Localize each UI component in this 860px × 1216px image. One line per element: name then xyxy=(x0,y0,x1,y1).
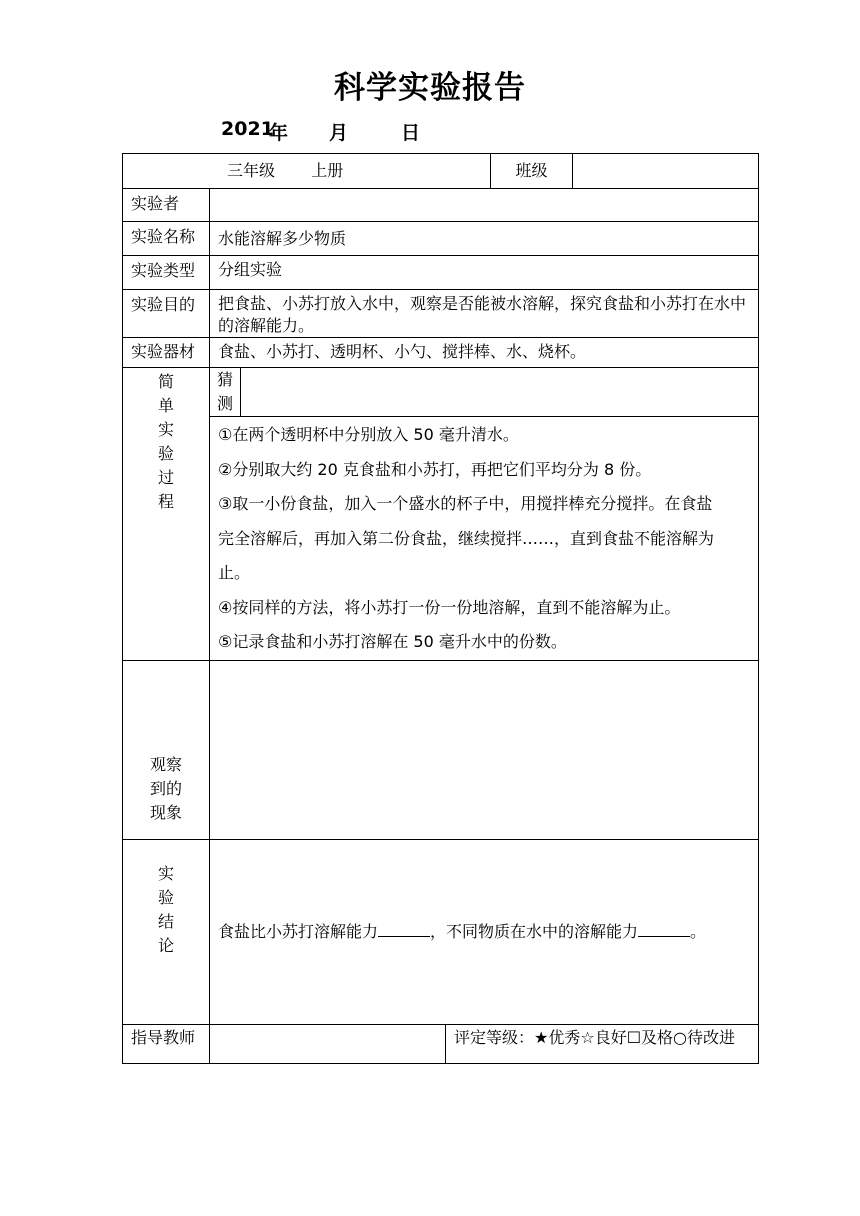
grade-cell xyxy=(123,154,491,189)
experimenter-value xyxy=(210,189,759,222)
conclusion-label-char: 结 xyxy=(157,911,174,931)
name-row xyxy=(123,222,759,256)
guess-label-char: 猜 xyxy=(216,370,233,389)
conclusion-value xyxy=(210,839,759,1024)
process-label-char: 程 xyxy=(157,492,174,511)
purpose-label: 实验目的 xyxy=(123,290,210,338)
process-label-char: 实 xyxy=(157,420,174,439)
name-value: 水能溶解多少物质 xyxy=(210,222,759,256)
report-table xyxy=(122,153,759,1064)
process-label-char: 验 xyxy=(157,444,174,463)
date-day: 日 xyxy=(401,122,421,144)
class-label: 班级 xyxy=(491,154,573,189)
observation-label-line: 现象 xyxy=(149,802,182,822)
observation-row xyxy=(123,660,759,839)
conclusion-label xyxy=(123,839,210,1024)
observation-label xyxy=(123,660,210,839)
date-year: 2021 xyxy=(221,118,274,140)
step-line: ①在两个透明杯中分别放入 50 毫升清水。 xyxy=(218,425,519,444)
type-value: 分组实验 xyxy=(210,256,759,290)
observation-label-line: 观察 xyxy=(149,754,182,774)
guess-label-char: 测 xyxy=(216,394,233,413)
conclusion-text-1: 食盐比小苏打溶解能力 xyxy=(218,921,379,941)
step-line: ②分别取大约 20 克食盐和小苏打，再把它们平均分为 8 份。 xyxy=(218,459,652,479)
volume-text: 上册 xyxy=(311,161,344,180)
class-value-cell xyxy=(573,154,759,189)
step-line: 止。 xyxy=(218,563,251,582)
observation-label-line: 到的 xyxy=(149,778,182,798)
step-line: ⑤记录食盐和小苏打溶解在 50 毫升水中的份数。 xyxy=(218,632,567,651)
teacher-label: 指导教师 xyxy=(123,1024,210,1063)
process-label xyxy=(123,368,210,661)
type-label: 实验类型 xyxy=(123,256,210,290)
type-row xyxy=(123,256,759,290)
date-year-suffix: 年 xyxy=(269,122,289,144)
steps-row xyxy=(123,417,759,661)
conclusion-label-char: 验 xyxy=(157,887,174,907)
guess-value xyxy=(241,368,759,417)
conclusion-blank-2[interactable] xyxy=(638,922,690,937)
name-label: 实验名称 xyxy=(123,222,210,256)
teacher-value xyxy=(210,1024,446,1063)
experimenter-label: 实验者 xyxy=(123,189,210,222)
step-line: ③取一小份食盐，加入一个盛水的杯子中，用搅拌棒充分搅拌。在食盐 xyxy=(218,494,713,513)
materials-label: 实验器材 xyxy=(123,338,210,368)
footer-row xyxy=(123,1024,759,1063)
materials-row xyxy=(123,338,759,368)
step-line: ④按同样的方法，将小苏打一份一份地溶解，直到不能溶解为止。 xyxy=(218,597,681,617)
rating-text: 评定等级：★优秀☆良好☐及格○待改进 xyxy=(446,1024,759,1063)
materials-value: 食盐、小苏打、透明杯、小勺、搅拌棒、水、烧杯。 xyxy=(210,338,759,368)
guess-row xyxy=(123,368,759,417)
process-label-char: 简 xyxy=(157,372,174,391)
conclusion-row xyxy=(123,839,759,1024)
steps-cell xyxy=(210,417,759,661)
conclusion-text-2: ，不同物质在水中的溶解能力 xyxy=(430,921,639,941)
purpose-row xyxy=(123,290,759,338)
step-line: 完全溶解后，再加入第二份食盐，继续搅拌……，直到食盐不能溶解为 xyxy=(218,528,715,548)
guess-label xyxy=(210,368,241,417)
conclusion-text-3: 。 xyxy=(690,921,707,941)
conclusion-label-char: 实 xyxy=(157,863,174,883)
conclusion-blank-1[interactable] xyxy=(378,922,430,937)
grade-text: 三年级 xyxy=(227,161,276,180)
purpose-value: 把食盐、小苏打放入水中，观察是否能被水溶解，探究食盐和小苏打在水中的溶解能力。 xyxy=(210,290,759,338)
experimenter-row xyxy=(123,189,759,222)
report-title: 科学实验报告 xyxy=(334,70,526,106)
process-label-char: 单 xyxy=(157,396,174,415)
date-month: 月 xyxy=(329,122,349,144)
header-row xyxy=(123,154,759,189)
observation-value xyxy=(210,660,759,839)
conclusion-label-char: 论 xyxy=(157,935,174,955)
process-label-char: 过 xyxy=(157,468,174,487)
